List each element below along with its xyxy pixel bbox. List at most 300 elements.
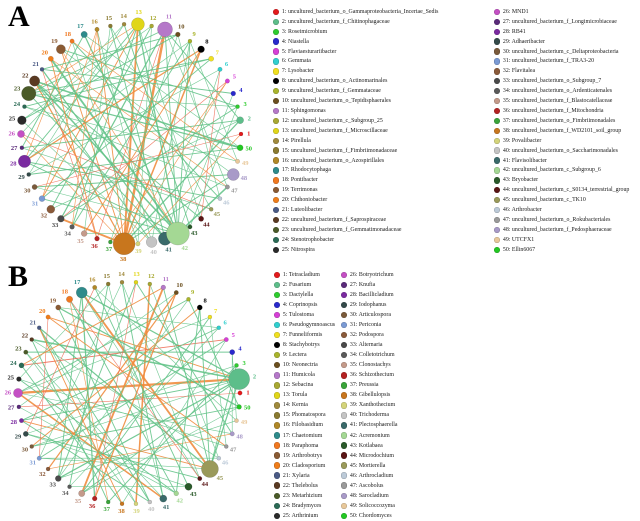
legend-item-label: 12: uncultured_bacterium_c_Subgroup_25 — [281, 117, 383, 124]
legend-item-label: 10: Neonectria — [282, 362, 318, 369]
network-node-4 — [230, 350, 235, 355]
legend-color-dot-icon — [494, 217, 500, 223]
network-node-13 — [131, 18, 144, 31]
network-node-label-15: 15 — [105, 14, 113, 22]
network-node-label-33: 33 — [51, 222, 59, 230]
legend-item — [494, 66, 629, 76]
network-node-2 — [237, 117, 244, 124]
legend-item — [274, 280, 335, 290]
legend-color-dot-icon — [341, 442, 347, 448]
legend-item — [274, 471, 335, 481]
legend-item — [341, 410, 398, 420]
legend-color-dot-icon — [494, 237, 500, 243]
legend-color-dot-icon — [274, 322, 280, 328]
legend-item-label: 44: Microdochium — [349, 452, 394, 459]
network-node-label-35: 35 — [77, 237, 84, 245]
legend-color-dot-icon — [274, 462, 280, 468]
legend-item-label: 10: uncultured_bacterium_o_Tepidisphaerales — [281, 98, 391, 105]
legend-color-dot-icon — [341, 322, 347, 328]
network-node-42 — [174, 491, 179, 496]
network-node-label-31: 31 — [29, 459, 36, 467]
legend-item-label: 37: uncultured_bacterium_o_Fimbriimonadales — [502, 117, 616, 124]
network-node-25 — [17, 116, 26, 125]
network-node-24 — [22, 105, 26, 109]
network-node-label-21: 21 — [29, 319, 37, 327]
legend-item — [341, 300, 398, 310]
legend-item-label: 16: uncultured_bacterium_o_Azospirillales — [281, 157, 385, 164]
network-node-9 — [188, 39, 192, 43]
network-node-label-35: 35 — [74, 497, 82, 505]
legend-color-dot-icon — [494, 128, 500, 134]
network-node-label-30: 30 — [21, 446, 29, 454]
legend-color-dot-icon — [274, 342, 280, 348]
network-node-47 — [225, 185, 229, 189]
network-node-48 — [230, 432, 234, 436]
legend-color-dot-icon — [341, 272, 347, 278]
panel-a-legend-col1 — [273, 7, 438, 255]
network-node-label-2: 2 — [247, 115, 251, 123]
legend-color-dot-icon — [274, 392, 280, 398]
legend-color-dot-icon — [273, 19, 279, 25]
network-node-label-11: 11 — [162, 276, 169, 284]
legend-item-label: 47: uncultured_bacterium_o_Rokubacteriales — [502, 216, 611, 223]
network-node-label-25: 25 — [7, 374, 15, 382]
legend-item-label: 28: Bacillicladium — [349, 292, 394, 299]
legend-item — [273, 195, 438, 205]
legend-item-label: 40: uncultured_bacterium_o_Saccharimonadales — [502, 147, 618, 154]
legend-color-dot-icon — [273, 78, 279, 84]
legend-color-dot-icon — [341, 422, 347, 428]
network-node-34 — [68, 485, 72, 489]
network-node-14 — [122, 22, 126, 26]
network-node-label-1: 1 — [247, 130, 251, 138]
legend-item-label: 50: Chordomyces — [349, 512, 392, 519]
network-node-20 — [46, 315, 50, 319]
legend-item — [273, 106, 438, 116]
legend-item — [494, 166, 629, 176]
network-node-44 — [198, 476, 202, 480]
legend-item — [274, 290, 335, 300]
network-node-3 — [235, 363, 239, 367]
network-node-15 — [106, 282, 110, 286]
legend-item — [494, 106, 629, 116]
legend-item-label: 15: uncultured_bacterium_f_Fimbriimonadaceae — [281, 147, 398, 154]
network-node-label-32: 32 — [39, 470, 46, 478]
legend-item-label: 25: Nitrospira — [281, 246, 315, 253]
legend-color-dot-icon — [273, 68, 279, 74]
network-node-16 — [95, 27, 99, 31]
legend-color-dot-icon — [274, 302, 280, 308]
legend-color-dot-icon — [341, 432, 347, 438]
network-node-17 — [76, 287, 87, 298]
legend-item-label: 48: uncultured_bacterium_f_Pedosphaeraceae — [502, 226, 612, 233]
legend-item — [494, 146, 629, 156]
legend-item — [273, 116, 438, 126]
network-node-label-2: 2 — [252, 373, 257, 381]
network-node-39 — [136, 242, 140, 246]
network-node-47 — [224, 444, 228, 448]
legend-item-label: 43: Kotlabaea — [349, 442, 383, 449]
legend-color-dot-icon — [494, 197, 500, 203]
network-node-32 — [46, 467, 50, 471]
legend-item — [273, 126, 438, 136]
legend-color-dot-icon — [494, 138, 500, 144]
legend-item — [341, 441, 398, 451]
network-node-label-47: 47 — [229, 446, 237, 454]
legend-item — [494, 7, 629, 17]
legend-item-label: 34: Colletotrichum — [349, 352, 395, 359]
legend-color-dot-icon — [274, 312, 280, 318]
legend-item — [341, 511, 398, 521]
network-node-49 — [235, 159, 239, 163]
legend-item-label: 38: Gibellulopsis — [349, 392, 391, 399]
network-node-label-41: 41 — [165, 246, 172, 254]
legend-item-label: 3: Roseimicrobium — [281, 28, 328, 35]
legend-item-label: 9: uncultured_bacterium_f_Gemmataceae — [281, 88, 381, 95]
network-node-33 — [57, 215, 64, 222]
network-node-28 — [19, 418, 23, 422]
legend-item-label: 34: uncultured_bacterium_o_Ardenticatenales — [502, 88, 612, 95]
legend-item-label: 49: Solicoccozyma — [349, 502, 395, 509]
network-node-19 — [56, 305, 61, 310]
legend-item — [273, 166, 438, 176]
legend-item-label: 17: Chaetomium — [282, 432, 323, 439]
legend-item — [341, 420, 398, 430]
network-node-31 — [39, 196, 45, 202]
legend-item-label: 20: Chthoniobacter — [281, 197, 328, 204]
legend-item — [341, 380, 398, 390]
network-node-38 — [113, 233, 135, 255]
network-node-12 — [148, 282, 152, 286]
legend-item-label: 14: Kernia — [282, 402, 308, 409]
legend-item-label: 4: Coprinopsis — [282, 302, 318, 309]
legend-item — [274, 320, 335, 330]
network-node-50 — [237, 405, 242, 410]
legend-item-label: 19: Terrimonas — [281, 187, 318, 194]
legend-color-dot-icon — [273, 88, 279, 94]
network-node-label-9: 9 — [192, 31, 196, 39]
network-node-label-17: 17 — [77, 22, 84, 30]
network-node-42 — [166, 222, 189, 245]
legend-item — [494, 37, 629, 47]
network-node-38 — [120, 502, 124, 506]
network-node-label-22: 22 — [21, 332, 29, 340]
network-node-label-21: 21 — [32, 61, 39, 69]
legend-item-label: 30: Articulospora — [349, 312, 391, 319]
legend-item-label: 24: Bradymyces — [282, 502, 322, 509]
legend-color-dot-icon — [341, 392, 347, 398]
network-node-26 — [13, 388, 22, 397]
network-node-label-50: 50 — [243, 404, 251, 412]
legend-item-label: 36: Schizothecium — [349, 372, 394, 379]
legend-item — [494, 225, 629, 235]
network-node-label-39: 39 — [133, 508, 140, 516]
network-node-label-49: 49 — [242, 159, 249, 167]
legend-item-label: 11: Humicola — [282, 372, 315, 379]
legend-color-dot-icon — [273, 207, 279, 213]
legend-color-dot-icon — [273, 9, 279, 15]
legend-color-dot-icon — [273, 237, 279, 243]
network-node-50 — [237, 145, 243, 151]
legend-color-dot-icon — [274, 422, 280, 428]
legend-item — [273, 245, 438, 255]
legend-item-label: 50: Ellin6067 — [502, 246, 536, 253]
network-node-44 — [199, 216, 204, 221]
network-node-label-40: 40 — [150, 249, 157, 257]
legend-item-label: 47: Ascobolus — [349, 482, 384, 489]
network-node-label-19: 19 — [49, 297, 57, 305]
network-node-label-12: 12 — [148, 272, 155, 280]
legend-item — [274, 300, 335, 310]
network-node-31 — [37, 456, 41, 460]
legend-color-dot-icon — [341, 362, 347, 368]
legend-item — [274, 511, 335, 521]
legend-item — [274, 360, 335, 370]
legend-item — [274, 441, 335, 451]
legend-color-dot-icon — [494, 157, 500, 163]
network-node-label-20: 20 — [39, 308, 46, 316]
network-node-16 — [92, 285, 96, 289]
legend-item — [494, 205, 629, 215]
legend-color-dot-icon — [341, 452, 347, 458]
network-node-15 — [108, 24, 112, 28]
legend-item-label: 41: Plectosphaerella — [349, 422, 398, 429]
legend-item — [494, 27, 629, 37]
network-node-label-34: 34 — [62, 489, 69, 497]
legend-item-label: 31: Periconia — [349, 322, 382, 329]
legend-item-label: 5: Tulostoma — [282, 312, 314, 319]
network-node-5 — [224, 337, 228, 341]
network-node-label-5: 5 — [232, 73, 237, 81]
legend-item — [341, 270, 398, 280]
network-node-label-48: 48 — [236, 433, 243, 441]
legend-color-dot-icon — [341, 372, 347, 378]
legend-item-label: 2: Fusarium — [282, 282, 312, 289]
network-node-10 — [174, 290, 178, 294]
legend-item — [494, 235, 629, 245]
legend-item — [341, 360, 398, 370]
legend-item-label: 42: Acremonium — [349, 432, 390, 439]
legend-item-label: 8: Stachybotrys — [282, 342, 320, 349]
legend-item-label: 28: RB41 — [502, 28, 526, 35]
legend-item — [274, 431, 335, 441]
legend-item-label: 26: Botryotrichum — [349, 272, 394, 279]
legend-item — [273, 86, 438, 96]
network-node-label-39: 39 — [135, 248, 142, 256]
network-node-label-49: 49 — [240, 419, 248, 427]
legend-item — [273, 47, 438, 57]
legend-color-dot-icon — [274, 513, 280, 519]
network-node-40 — [148, 500, 152, 504]
network-node-label-13: 13 — [133, 270, 140, 278]
panel-a-network — [0, 0, 262, 261]
legend-item-label: 16: Filobasidium — [282, 422, 323, 429]
legend-item-label: 14: Pirellula — [281, 137, 311, 144]
network-node-23 — [24, 350, 28, 354]
legend-item — [273, 175, 438, 185]
network-node-7 — [208, 315, 212, 319]
network-node-label-33: 33 — [49, 481, 56, 489]
network-node-39 — [134, 502, 138, 506]
legend-color-dot-icon — [341, 382, 347, 388]
network-node-label-41: 41 — [162, 503, 170, 511]
legend-color-dot-icon — [494, 207, 500, 213]
network-node-label-8: 8 — [205, 38, 209, 46]
network-node-label-16: 16 — [91, 18, 98, 26]
legend-item-label: 3: Dactylella — [282, 292, 314, 299]
legend-color-dot-icon — [341, 503, 347, 509]
network-edge — [165, 29, 240, 120]
legend-color-dot-icon — [273, 29, 279, 35]
network-node-label-44: 44 — [203, 221, 210, 229]
legend-item — [341, 370, 398, 380]
network-node-label-32: 32 — [40, 212, 48, 220]
legend-item-label: 33: Alternaria — [349, 342, 383, 349]
panel-a-label: A — [8, 0, 30, 33]
legend-color-dot-icon — [494, 68, 500, 74]
legend-color-dot-icon — [494, 58, 500, 64]
legend-item-label: 39: Xanthothecium — [349, 402, 396, 409]
legend-item-label: 6: Gemmata — [281, 58, 311, 65]
legend-item-label: 26: MND1 — [502, 8, 529, 15]
legend-item — [274, 350, 335, 360]
network-node-label-48: 48 — [240, 175, 248, 183]
network-node-37 — [106, 500, 110, 504]
network-node-label-11: 11 — [165, 13, 173, 21]
network-node-label-38: 38 — [118, 508, 125, 516]
legend-item — [273, 66, 438, 76]
legend-item — [273, 7, 438, 17]
legend-item — [274, 451, 335, 461]
network-node-20 — [48, 56, 53, 61]
network-node-2 — [229, 369, 250, 390]
legend-item — [273, 17, 438, 27]
legend-color-dot-icon — [341, 302, 347, 308]
network-node-label-18: 18 — [64, 30, 72, 38]
legend-color-dot-icon — [273, 147, 279, 153]
legend-color-dot-icon — [341, 493, 347, 499]
legend-item-label: 32: Flavitalea — [502, 68, 536, 75]
network-node-label-16: 16 — [88, 276, 96, 284]
legend-item — [494, 136, 629, 146]
legend-item-label: 27: uncultured_bacterium_f_Longimicrobiaceae — [502, 18, 617, 25]
legend-color-dot-icon — [341, 342, 347, 348]
legend-item-label: 30: uncultured_bacterium_c_Deltaproteobacteria — [502, 48, 619, 55]
network-edge — [26, 434, 189, 487]
legend-item — [341, 340, 398, 350]
legend-item-label: 7: Funneliformis — [282, 332, 323, 339]
network-node-label-34: 34 — [64, 230, 71, 238]
network-node-25 — [16, 377, 21, 382]
legend-item-label: 46: Arthrocladium — [349, 472, 394, 479]
legend-color-dot-icon — [274, 452, 280, 458]
legend-color-dot-icon — [273, 48, 279, 54]
legend-item-label: 41: Flavisolibacter — [502, 157, 547, 164]
legend-item — [274, 501, 335, 511]
network-node-29 — [23, 431, 28, 436]
legend-item — [341, 431, 398, 441]
legend-color-dot-icon — [274, 493, 280, 499]
legend-item-label: 48: Sarocladium — [349, 492, 389, 499]
legend-item-label: 23: Metarhizium — [282, 492, 323, 499]
network-node-label-50: 50 — [245, 145, 253, 153]
network-node-label-4: 4 — [238, 345, 242, 353]
legend-item-label: 35: uncultured_bacterium_f_Blastocatellaceae — [502, 98, 613, 105]
network-node-label-10: 10 — [178, 23, 185, 31]
network-node-label-17: 17 — [73, 279, 81, 287]
network-node-40 — [146, 237, 157, 248]
legend-item-label: 18: Pontibacter — [281, 177, 318, 184]
legend-item-label: 43: Bryobacter — [502, 177, 539, 184]
legend-color-dot-icon — [494, 9, 500, 15]
legend-item — [494, 245, 629, 255]
legend-color-dot-icon — [274, 482, 280, 488]
legend-color-dot-icon — [341, 312, 347, 318]
legend-color-dot-icon — [273, 217, 279, 223]
legend-item-label: 31: uncultured_bacterium_f_TRA3-20 — [502, 58, 595, 65]
network-edge — [39, 458, 210, 469]
legend-item — [341, 491, 398, 501]
legend-item-label: 11: Sphingomonas — [281, 108, 326, 115]
network-node-label-24: 24 — [13, 101, 21, 109]
legend-item — [274, 340, 335, 350]
legend-item — [494, 156, 629, 166]
network-node-12 — [150, 24, 154, 28]
network-node-label-24: 24 — [10, 359, 17, 367]
legend-item — [274, 491, 335, 501]
legend-item — [494, 195, 629, 205]
network-node-29 — [27, 172, 31, 176]
legend-color-dot-icon — [494, 98, 500, 104]
network-node-26 — [17, 130, 24, 137]
legend-item — [274, 420, 335, 430]
network-node-14 — [120, 280, 124, 284]
legend-color-dot-icon — [341, 412, 347, 418]
network-node-27 — [20, 146, 24, 150]
network-node-label-26: 26 — [4, 389, 12, 397]
legend-item — [341, 350, 398, 360]
network-node-label-36: 36 — [88, 502, 96, 510]
network-node-35 — [81, 231, 87, 237]
legend-color-dot-icon — [273, 98, 279, 104]
legend-item-label: 4: Niastella — [281, 38, 309, 45]
network-node-37 — [108, 240, 112, 244]
legend-item — [274, 410, 335, 420]
network-node-label-3: 3 — [243, 101, 247, 109]
legend-color-dot-icon — [494, 48, 500, 54]
network-node-9 — [186, 297, 190, 301]
legend-color-dot-icon — [494, 227, 500, 233]
legend-color-dot-icon — [494, 19, 500, 25]
network-node-28 — [18, 155, 30, 167]
network-node-30 — [32, 184, 37, 189]
network-node-35 — [79, 490, 85, 496]
legend-color-dot-icon — [274, 472, 280, 478]
network-node-43 — [188, 225, 192, 229]
legend-color-dot-icon — [494, 147, 500, 153]
legend-item — [341, 290, 398, 300]
legend-item — [341, 501, 398, 511]
legend-color-dot-icon — [273, 187, 279, 193]
network-node-48 — [227, 168, 239, 180]
network-node-label-23: 23 — [15, 345, 22, 353]
legend-color-dot-icon — [274, 503, 280, 509]
legend-color-dot-icon — [273, 128, 279, 134]
legend-item — [274, 461, 335, 471]
legend-item-label: 8: uncultured_bacterium_o_Actinomarinales — [281, 78, 388, 85]
network-node-label-30: 30 — [24, 187, 31, 195]
legend-color-dot-icon — [273, 108, 279, 114]
